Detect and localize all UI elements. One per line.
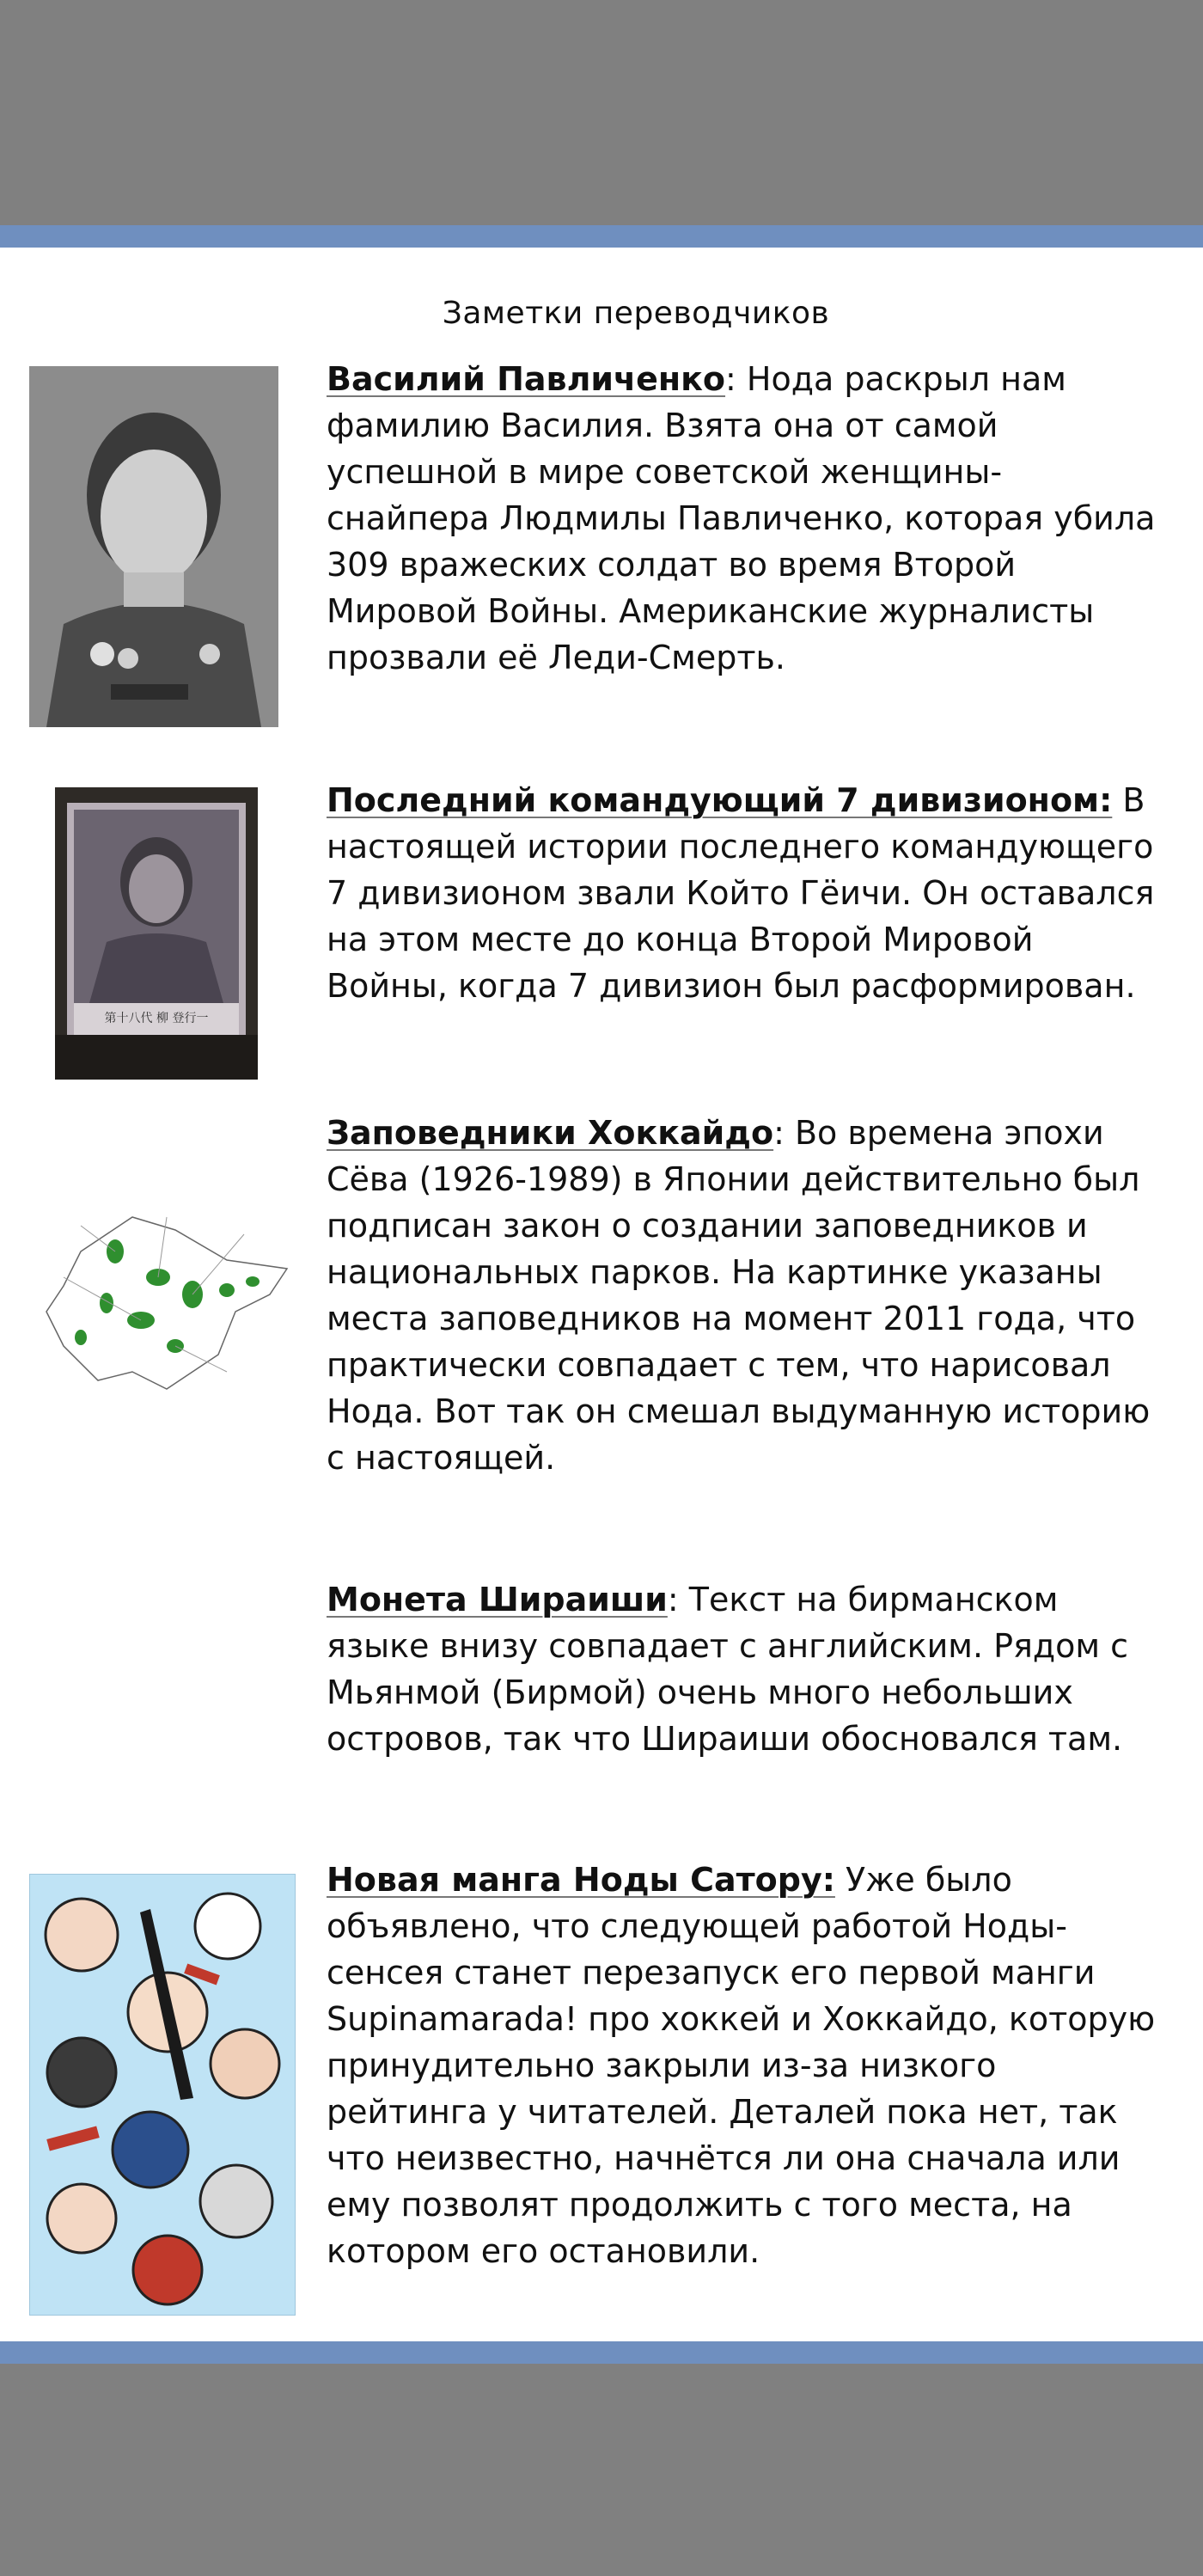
framed-portrait-photo [55, 787, 258, 1080]
note-text [327, 1576, 1160, 1762]
note-body: В настоящей истории последнего командующего 7 дивизионом звали Който Гёичи. Он оставался на этом месте до конца Второй Мировой Войны, когда 7 дивизион был расформирован. [327, 781, 1155, 1005]
note-term: Последний командующий 7 дивизионом: [327, 781, 1113, 819]
note-term: Василий Павличенко [327, 360, 726, 398]
note-body: : Нода раскрыл нам фамилию Василия. Взята она от самой успешной в мире советской женщины-снайпера Людмилы Павличенко, которая убила 309 вражеских солдат во время Второй Мировой Войны. Американские журналисты прозвали её Леди-Смерть. [327, 360, 1156, 676]
note-text [327, 356, 1160, 681]
note-text [327, 1110, 1160, 1481]
top-blue-stripe [0, 225, 1203, 248]
top-gray-band [0, 0, 1203, 225]
note-term: Заповедники Хоккайдо [327, 1114, 774, 1152]
portrait-photo [29, 366, 278, 727]
note-term: Новая манга Ноды Сатору: [327, 1861, 835, 1899]
bottom-blue-stripe [0, 2341, 1203, 2364]
note-body: Уже было объявлено, что следующей работой Ноды-сенсея станет перезапуск его первой манги Supinamarada! про хоккей и Хоккайдо, которую принудительно закрыли из-за низкого рейтинга у читателей. Деталей пока нет, так что неизвестно, начнётся ли она сначала или ему позволят продолжить с того места, на котором его остановили. [327, 1861, 1156, 2270]
coin-image-placeholder [29, 1606, 31, 1607]
note-text [327, 777, 1160, 1009]
manga-cover-image [30, 1875, 295, 2315]
manga-cover [29, 1874, 296, 2316]
notes-page [0, 248, 1203, 2341]
bottom-gray-band [0, 2364, 1203, 2576]
note-body: : Во времена эпохи Сёва (1926-1989) в Японии действительно был подписан закон о создании заповедников и национальных парков. На картинке указаны места заповедников на момент 2011 года, что практически совпадает с тем, что нарисовал Нода. Вот так он смешал выдуманную историю с настоящей. [327, 1114, 1151, 1477]
hokkaido-map-image [29, 1200, 304, 1406]
note-body: : Текст на бирманском языке внизу совпадает с английским. Рядом с Мьянмой (Бирмой) очень много небольших островов, так что Шираиши обосновался там. [327, 1581, 1129, 1758]
framed-portrait-image [55, 787, 258, 1080]
hokkaido-map [29, 1200, 304, 1406]
portrait-image [29, 366, 278, 727]
page-title: Заметки переводчиков [442, 296, 830, 331]
note-term: Монета Шираиши [327, 1581, 668, 1618]
note-text [327, 1857, 1160, 2274]
photo-caption: 第十八代 柳 登行一 [104, 1012, 209, 1025]
